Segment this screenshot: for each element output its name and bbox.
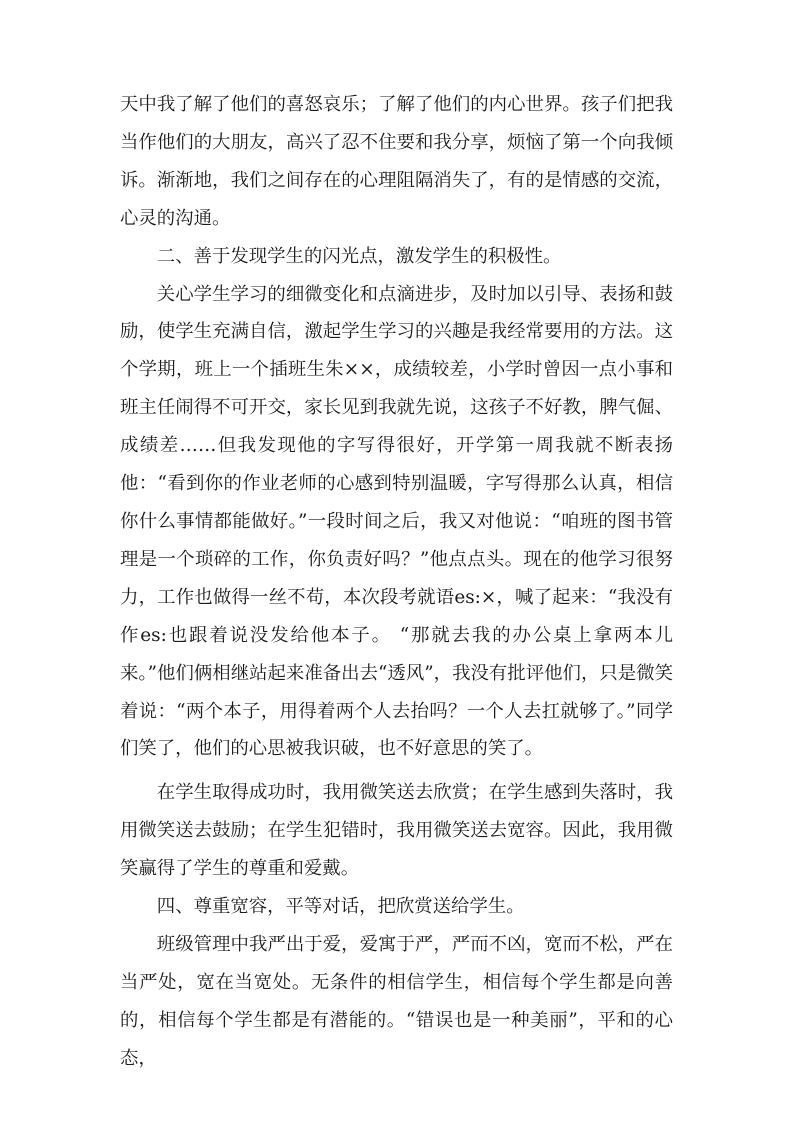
paragraph-class-management: 班级管理中我严出于爱，爱寓于严，严而不凶，宽而不松，严在当严处，宽在当宽处。无条件的相信学生，相信每个学生都是向善的，相信每个学生都是有潜能的。“错误也是一种美丽”，平和的心态，	[120, 933, 673, 1069]
document-body	[120, 86, 673, 1078]
section-heading-4: 四、尊重宽容，平等对话，把欣赏送给学生。	[156, 896, 525, 918]
paragraph-continuation: 天中我了解了他们的喜怒哀乐；了解了他们的内心世界。孩子们把我当作他们的大朋友，高兴了忍不住要和我分享，烦恼了第一个向我倾诉。渐渐地，我们之间存在的心理阻隔消失了，有的是情感的交流，心灵的沟通。	[120, 94, 673, 229]
paragraph-smile: 在学生取得成功时，我用微笑送去欣赏；在学生感到失落时，我用微笑送去鼓励；在学生犯错时，我用微笑送去宽容。因此，我用微笑赢得了学生的尊重和爱戴。	[120, 782, 673, 880]
section-heading-2: 二、善于发现学生的闪光点，激发学生的积极性。	[156, 245, 562, 267]
paragraph-student-story: 关心学生学习的细微变化和点滴进步，及时加以引导、表扬和鼓励，使学生充满自信，激起学生学习的兴趣是我经常要用的方法。这个学期，班上一个插班生朱××，成绩较差，小学时曾因一点小事和班主任闹得不可开交，家长见到我就先说，这孩子不好教，脾气倔、成绩差……但我发现他的字写得很好，开学第一周我就不断表扬他：“看到你的作业老师的心感到特别温暖，字写得那么认真，相信你什么事情都能做好。”一段时间之后，我又对他说：“咱班的图书管理是一个琐碎的工作，你负责好吗？”他点点头。现在的他学习很努力，工作也做得一丝不苟，本次段考就语es:×，喊了起来：“我没有作es:也跟着说没发给他本子。 “那就去我的办公桌上拿两本儿来。”他们俩相继站起来准备出去“透风”，我没有批评他们，只是微笑着说：“两个本子，用得着两个人去抬吗？一个人去扛就够了。”同学们笑了，他们的心思被我识破，也不好意思的笑了。	[120, 283, 673, 760]
